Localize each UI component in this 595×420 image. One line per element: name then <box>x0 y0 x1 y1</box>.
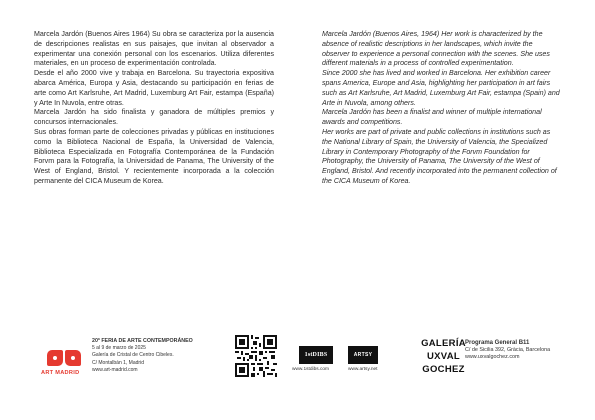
artsy-logo: ARTSY <box>348 346 378 364</box>
1stdibs-logo: 1stDIBS <box>299 346 333 364</box>
art-madrid-wordmark: ART MADRID <box>41 370 80 376</box>
bio-es-paragraph-1: Marcela Jardón (Buenos Aires 1964) Su obra se caracteriza por la ausencia de descripciones realistas en sus paisajes, que invitan al observador a experimentar una conexión personal con los escenarios. Utiliza diferentes materiales, en un proceso de experimentación controlada. <box>34 30 274 68</box>
galeria-program: Programa General B11 <box>465 340 530 346</box>
bio-es-paragraph-4: Sus obras forman parte de colecciones privadas y públicas en instituciones como la Biblioteca Nacional de España, la Universidad de Valencia, Biblioteca Especializada en Fotografía Contemporánea de la Fundación Forvm para la Fotografía, la Universidad de Panama, The University of the West of England, Bristol. Y recientemente incorporada a la colección permanente del CICA Museum de Korea. <box>34 127 274 185</box>
bio-spanish <box>34 30 274 187</box>
bio-en-paragraph-1: Marcela Jardón (Buenos Aires, 1964) Her work is characterized by the absence of realistic descriptions in her landscapes, which invite the observer to experience a personal connection with the scenes. She uses different materials in a process of controlled experimentation. <box>322 30 550 68</box>
bio-en-paragraph-4: Her works are part of private and public collections in institutions such as the National Library of Spain, the University of Valencia, the Specialized Library in Contemporary Photography of the Forvm Foundation for Photography, the University of Panama, The University of the West of England, Bristol. And recently incorporated into the permanent collection of the CICA Museum of Korea. <box>322 127 557 185</box>
fair-url[interactable]: www.art-madrid.com <box>92 366 138 373</box>
bio-en-paragraph-2: Since 2000 she has lived and worked in Barcelona. Her exhibition career spans America, Europe and Asia, highlighting her participation in art fairs such as Art Karlsruhe, Art Madrid, Luxemburg Art Fair, estampa (Spain) and Arte in Nuvola, among others. <box>322 69 560 107</box>
svg-text:UXVAL: UXVAL <box>427 351 460 362</box>
footer <box>0 330 595 390</box>
fair-info <box>92 338 193 373</box>
galeria-uxval-gochez-logo <box>421 334 466 377</box>
galeria-info <box>465 340 550 361</box>
bio-es-paragraph-2: Desde el año 2000 vive y trabaja en Barcelona. Su trayectoria expositiva abarca América, Europa y Asia, destacando su participación en ferias de arte como Art Karlsruhe, Art Madrid, Luxemburg Art Fair, estampa (España) y Arte In Nuvola, entre otras. <box>34 69 274 107</box>
bio-es-paragraph-3: Marcela Jardón ha sido finalista y ganadora de múltiples premios y concursos internacionales. <box>34 108 274 127</box>
fair-dates: 5 al 9 de marzo de 2025 <box>92 345 146 352</box>
fair-street: C/ Montalbán 1, Madrid <box>92 360 144 367</box>
fair-venue: Galería de Cristal de Centro Cibeles. <box>92 351 174 358</box>
qr-code-icon[interactable] <box>235 335 277 377</box>
art-madrid-logo <box>41 348 89 376</box>
1stdibs-url[interactable]: www.1stdibs.com <box>292 367 330 372</box>
fair-title: 20ª FERIA DE ARTE CONTEMPORÁNEO <box>92 338 193 344</box>
bio-english <box>322 30 560 187</box>
art-madrid-mark-icon <box>41 348 89 368</box>
galeria-address: C/ de Sicilia 392, Gràcia, Barcelona <box>465 347 551 353</box>
svg-text:GOCHEZ: GOCHEZ <box>422 364 465 375</box>
galeria-url[interactable]: www.uxvalgochez.com <box>465 354 520 360</box>
svg-text:GALERÍA: GALERÍA <box>421 338 466 349</box>
bio-en-paragraph-3: Marcela Jardón has been a finalist and winner of multiple international awards and competitions. <box>322 108 542 127</box>
artsy-url[interactable]: www.artsy.net <box>348 367 378 372</box>
